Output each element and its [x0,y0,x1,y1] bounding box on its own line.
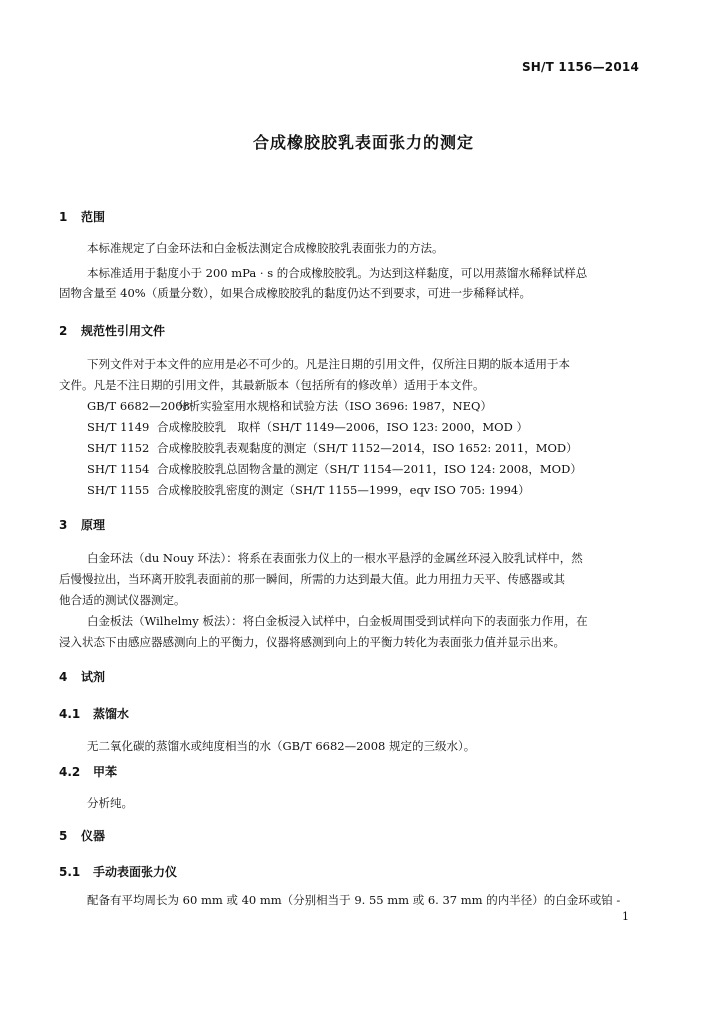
section-heading [59,516,105,533]
section-heading [59,668,105,685]
subsection-heading [59,705,129,722]
section-heading [59,208,105,225]
reference-title: 合成橡胶胶乳密度的测定（SH/T 1155—1999，eqv ISO 705: 1994） [157,483,530,497]
paragraph-line: 白金板法（Wilhelmy 板法）：将白金板浸入试样中，白金板周围受到试样向下的表面张力作用，在 [87,614,588,628]
reference-item [87,419,528,435]
section-title: 规范性引用文件 [81,324,166,338]
reference-item [87,440,578,456]
reference-code: SH/T 1155 [87,483,150,497]
subsection-number: 5.1 [59,865,81,879]
section-number: 4 [59,670,68,684]
section-number: 3 [59,518,68,532]
reference-title: 合成橡胶胶乳总固物含量的测定（SH/T 1154—2011，ISO 124: 2008，MOD） [157,462,582,476]
paragraph-line: 本标准规定了白金环法和白金板法测定合成橡胶胶乳表面张力的方法。 [87,241,444,255]
reference-item [87,461,582,477]
paragraph-line: 分析纯。 [87,796,133,810]
reference-code: SH/T 1152 [87,441,150,455]
subsection-number: 4.1 [59,707,81,721]
standard-code: SH/T 1156—2014 [521,60,639,74]
section-title: 试剂 [81,670,106,684]
reference-title: 分析实验室用水规格和试验方法（ISO 3696: 1987，NEQ） [177,399,492,413]
paragraph-line: 文件。凡是不注日期的引用文件，其最新版本（包括所有的修改单）适用于本文件。 [59,378,485,392]
paragraph-line: 本标准适用于黏度小于 200 mPa · s 的合成橡胶胶乳。为达到这样黏度，可以用蒸馏水稀释试样总 [87,266,588,280]
section-heading [59,322,165,339]
paragraph-line: 浸入状态下由感应器感测向上的平衡力，仪器将感测到向上的平衡力转化为表面张力值并显示出来。 [59,635,565,649]
reference-title: 合成橡胶胶乳表观黏度的测定（SH/T 1152—2014，ISO 1652: 2011，MOD） [157,441,578,455]
paragraph-line: 白金环法（du Nouy 环法）：将系在表面张力仪上的一根水平悬浮的金属丝环浸入胶乳试样中，然 [87,551,583,565]
section-title: 原理 [81,518,106,532]
document-title: 合成橡胶胶乳表面张力的测定 [252,133,474,152]
section-heading [59,827,105,844]
paragraph-line: 下列文件对于本文件的应用是必不可少的。凡是注日期的引用文件，仅所注日期的版本适用于本 [87,357,570,371]
reference-item [87,482,530,498]
reference-code: GB/T 6682—2008 [87,399,190,413]
reference-code: SH/T 1149 [87,420,150,434]
reference-item [87,398,492,414]
section-number: 1 [59,210,68,224]
page-number: 1 [622,910,629,923]
subsection-heading [59,863,177,880]
section-title: 范围 [81,210,106,224]
reference-title: 合成橡胶胶乳 取样（SH/T 1149—2006，ISO 123: 2000，MOD ） [157,420,528,434]
paragraph-line: 无二氧化碳的蒸馏水或纯度相当的水（GB/T 6682—2008 规定的三级水）。 [87,739,476,753]
paragraph-line: 配备有平均周长为 60 mm 或 40 mm（分别相当于 9. 55 mm 或 6. 37 mm 的内半径）的白金环或铂 - [87,893,621,907]
section-title: 仪器 [81,829,106,843]
subsection-title: 蒸馏水 [93,707,130,721]
section-number: 2 [59,324,68,338]
subsection-heading [59,763,117,780]
paragraph-line: 固物含量至 40%（质量分数），如果合成橡胶胶乳的黏度仍达不到要求，可进一步稀释试样。 [59,286,531,300]
paragraph-line: 他合适的测试仪器测定。 [59,593,186,607]
subsection-title: 甲苯 [93,765,118,779]
subsection-title: 手动表面张力仪 [93,865,178,879]
reference-code: SH/T 1154 [87,462,150,476]
subsection-number: 4.2 [59,765,81,779]
paragraph-line: 后慢慢拉出，当环离开胶乳表面前的那一瞬间，所需的力达到最大值。此力用扭力天平、传感器或其 [59,572,565,586]
section-number: 5 [59,829,68,843]
